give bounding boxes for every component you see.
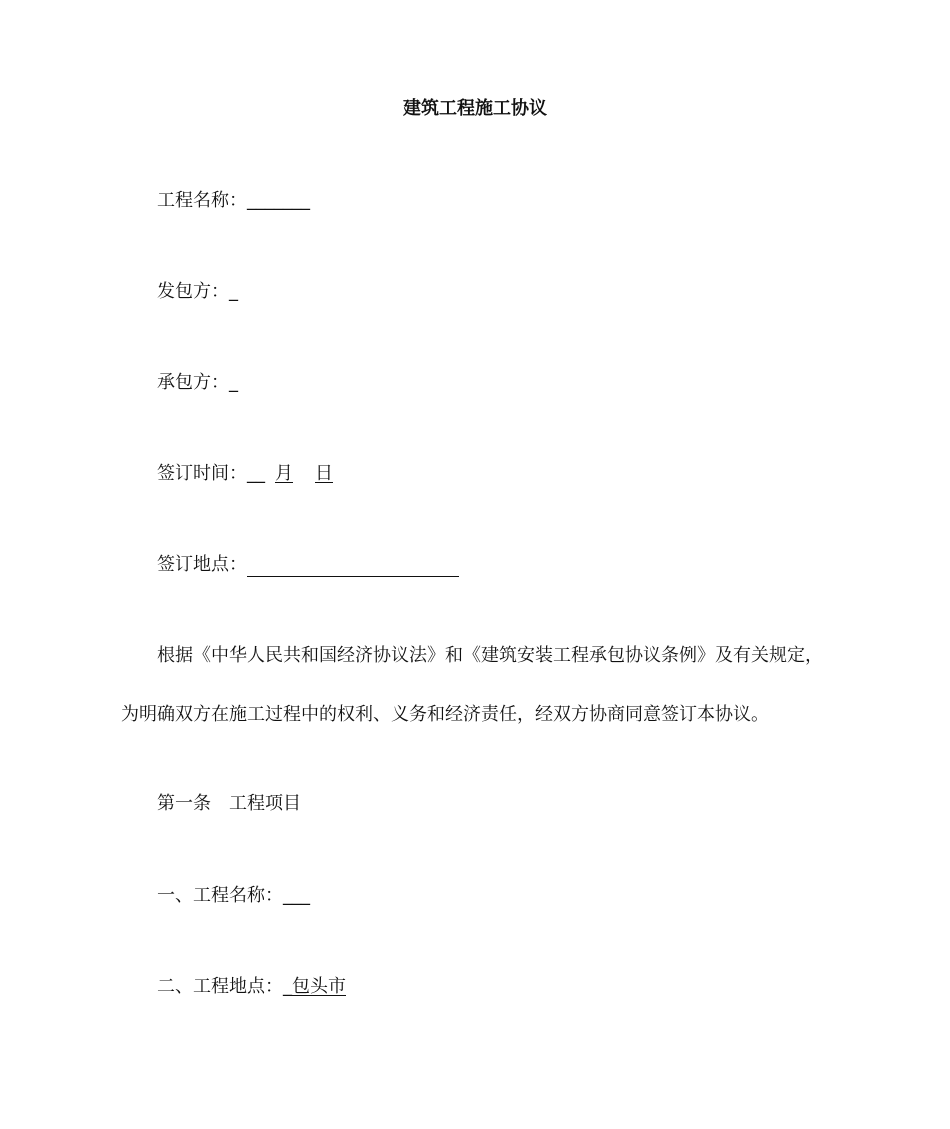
project-name-label: 工程名称：	[157, 190, 247, 211]
sign-time-month: 月	[275, 463, 293, 484]
contractor-label: 承包方：	[157, 372, 229, 393]
preamble-line-1: 根据《中华人民共和国经济协议法》和《建筑安装工程承包协议条例》及有关规定，	[157, 645, 823, 666]
sign-place-label: 签订地点：	[157, 554, 247, 575]
preamble-line-2: 为明确双方在施工过程中的权利、义务和经济责任，经双方协商同意签订本协议。	[121, 704, 769, 725]
project-name-value: _______	[247, 190, 310, 211]
item-1-line	[157, 884, 310, 908]
document-title: 建筑工程施工协议	[403, 98, 547, 119]
contractor-value: _	[229, 372, 238, 393]
employer-label: 发包方：	[157, 281, 229, 302]
sign-place-line	[157, 553, 459, 577]
project-name-line	[157, 189, 310, 213]
sign-time-label: 签订时间：	[157, 463, 247, 484]
contractor-line	[157, 371, 238, 395]
sign-time-day: 日	[315, 463, 333, 484]
item-1-label: 一、工程名称：	[157, 885, 283, 906]
sign-place-blank	[247, 556, 459, 577]
item-1-value: ___	[283, 885, 310, 906]
sign-time-line	[157, 462, 333, 486]
item-2-value-text: 包头市	[292, 976, 346, 997]
item-2-line	[157, 975, 346, 999]
employer-line	[157, 280, 238, 304]
item-2-lead-blank: _	[283, 976, 292, 997]
article-1-heading: 第一条 工程项目	[157, 793, 301, 814]
item-2-value	[283, 976, 346, 997]
employer-value: _	[229, 281, 238, 302]
sign-time-prefix: __	[247, 463, 265, 484]
item-2-label: 二、工程地点：	[157, 976, 283, 997]
